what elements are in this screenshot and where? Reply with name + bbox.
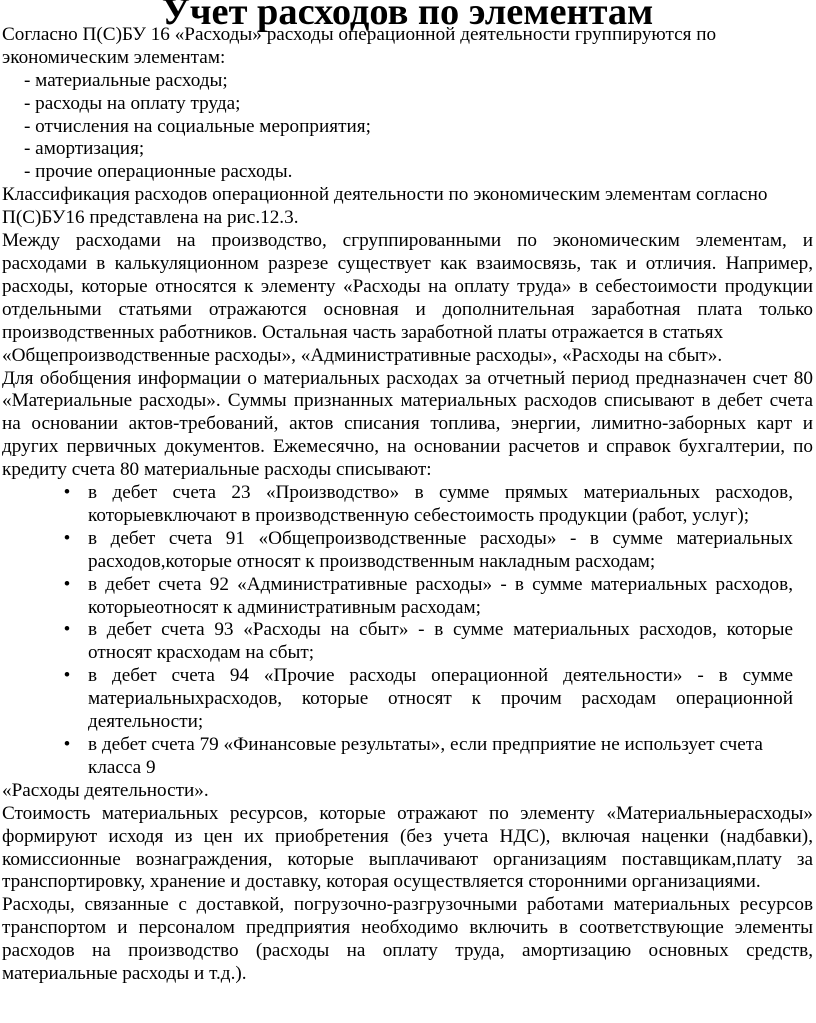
list-item — [2, 665, 813, 734]
list-item — [2, 574, 813, 620]
list-item: - прочие операционные расходы. — [24, 161, 293, 183]
list-item: - отчисления на социальные мероприятия; — [24, 115, 371, 137]
bullet-icon: • — [63, 665, 71, 687]
list-item: - материальные расходы; — [24, 69, 228, 91]
list-item-text: в дебет счета 79 «Финансовые результаты», если предприятие не использует счета класса 9 — [88, 734, 763, 778]
list-item-text: в дебет счета 93 «Расходы на сбыт» - в сумме материальных расходов, которые относят красходам на сбыт; — [88, 619, 793, 664]
account80-paragraph: Для обобщения информации о материальных расходах за отчетный период предназначен счет 80 «Материальные расходы». Суммы признанных материальных расходов списывают в дебет счета на основании актов-требований, актов списания топлива, энергии, лимитно-заборных карт и других первичных документов. Ежемесячно, на основании расчетов и справок бухгалтерии, по кредиту счета 80 материальные расходы списывают: — [2, 367, 813, 481]
list-item: - расходы на оплату труда; — [24, 92, 241, 114]
bullet-icon: • — [63, 527, 71, 549]
intro-paragraph: Согласно П(С)БУ 16 «Расходы» расходы операционной деятельности группируются по экономическим элементам: — [2, 23, 717, 68]
bullet-icon: • — [63, 619, 71, 641]
list-item — [2, 482, 813, 528]
list-item: - амортизация; — [24, 138, 145, 160]
list-item — [2, 734, 813, 780]
classification-paragraph: Классификация расходов операционной деятельности по экономическим элементам согласно П(С)БУ16 представлена на рис.12.3. — [2, 184, 768, 229]
page-title: Учет расходов по элементам — [161, 0, 654, 33]
relation-paragraph: Между расходами на производство, сгруппированными по экономическим элементам, и расходами в калькуляционном разрезе существует как взаимосвязь, так и отличия. Например, расходы, которые относятся к элементу «Расходы на оплату труда» в себестоимости продукции отдельными статьями отражаются основная и дополнительная заработная плата только производственных работников. Остальная часть заработной платы отражается в статьях — [2, 230, 813, 343]
bullets-tail-paragraph: «Расходы деятельности». — [2, 779, 209, 801]
bullet-icon: • — [63, 734, 71, 755]
cost-paragraph: Стоимость материальных ресурсов, которые отражают по элементу «Материальныерасходы» формируют исходя из цен их приобретения (без учета НДС), включая наценки (надбавки), комиссионные вознаграждения, которые выплачивают организациям поставщикам,плату за транспортировку, хранение и доставку, которая осуществляется сторонними организациями. — [2, 802, 813, 893]
list-item-text: в дебет счета 91 «Общепроизводственные расходы» - в сумме материальных расходов,которые относят к производственным накладным расходам; — [88, 527, 793, 572]
debit-accounts-list — [2, 482, 813, 780]
list-item-text: в дебет счета 94 «Прочие расходы операционной деятельности» - в сумме материальныхрасходов, которые относят к прочим расходам операционной деятельности; — [88, 665, 793, 733]
list-item-text: в дебет счета 23 «Производство» в сумме прямых материальных расходов, которыевключают в производственную себестоимость продукции (работ, услуг); — [88, 482, 793, 526]
list-item — [2, 528, 813, 574]
delivery-paragraph: Расходы, связанные с доставкой, погрузочно-разгрузочными работами материальных ресурсов транспортом и персоналом предприятия необходимо включить в соответствующие элементы расходов на производство (расходы на оплату труда, амортизацию основных средств, материальные расходы и т.д.). — [2, 894, 813, 985]
list-item-text: в дебет счета 92 «Административные расходы» - в сумме материальных расходов, которыеотносят к административным расходам; — [88, 573, 793, 618]
economic-elements-list — [2, 70, 813, 185]
bullet-icon: • — [63, 573, 71, 595]
relation-tail-paragraph: «Общепроизводственные расходы», «Административные расходы», «Расходы на сбыт». — [2, 344, 723, 366]
list-item — [2, 619, 813, 665]
bullet-icon: • — [63, 482, 71, 504]
